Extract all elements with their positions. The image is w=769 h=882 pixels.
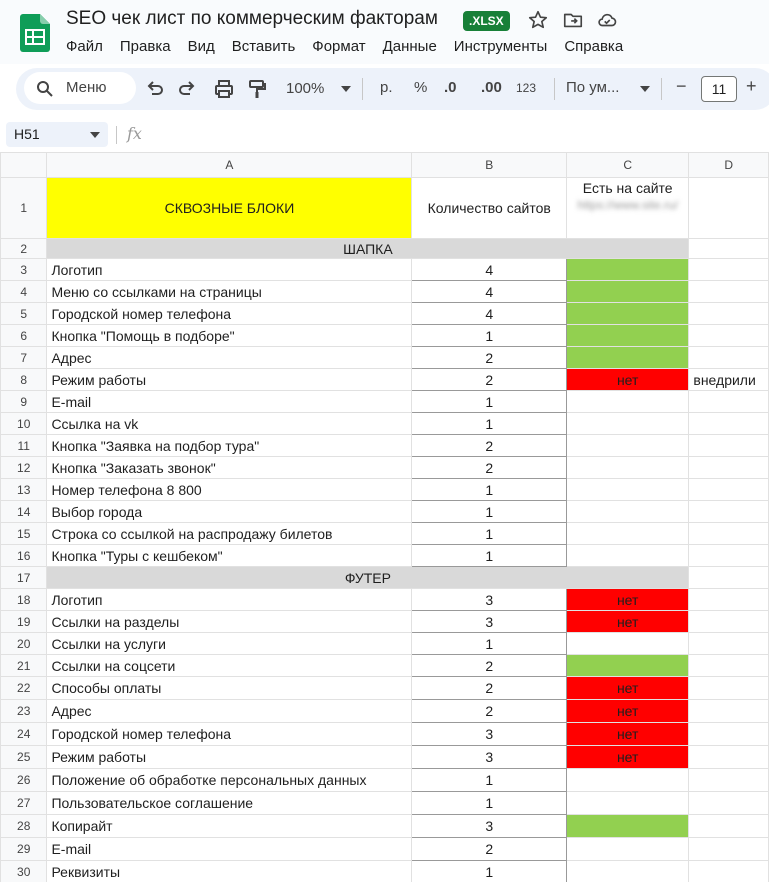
fx-icon: fx [127, 124, 142, 143]
cell[interactable] [689, 567, 769, 589]
menu-tools[interactable]: Инструменты [453, 38, 548, 55]
cell[interactable]: 1 [412, 769, 567, 792]
table-row [1, 838, 769, 861]
cell[interactable]: Кнопка "Помощь в подборе" [47, 325, 412, 347]
cell[interactable] [689, 413, 769, 435]
percent-format-button[interactable]: % [414, 79, 428, 96]
cell[interactable]: Режим работы [47, 746, 412, 769]
cell[interactable] [689, 545, 769, 567]
table-row [1, 611, 769, 633]
cell[interactable] [689, 838, 769, 861]
row-header[interactable]: 24 [1, 723, 47, 746]
table-row [1, 523, 769, 545]
cell[interactable]: 3 [412, 746, 567, 769]
cell[interactable] [689, 347, 769, 369]
cell[interactable]: 3 [412, 589, 567, 611]
cell[interactable] [567, 769, 689, 792]
row-header[interactable]: 8 [1, 369, 47, 391]
cell[interactable] [689, 325, 769, 347]
name-box[interactable] [6, 122, 108, 147]
row-header[interactable]: 10 [1, 413, 47, 435]
table-row [1, 700, 769, 723]
zoom-select[interactable]: 100% [286, 80, 325, 97]
cell[interactable]: 2 [412, 677, 567, 700]
cell[interactable] [567, 259, 689, 281]
cell[interactable]: 1 [412, 479, 567, 501]
document-title[interactable]: SEO чек лист по коммерческим факторам [66, 8, 438, 29]
table-row [1, 178, 769, 239]
cell[interactable] [567, 479, 689, 501]
cell[interactable] [689, 479, 769, 501]
cell[interactable]: 1 [412, 633, 567, 655]
cell[interactable]: 1 [412, 545, 567, 567]
cell[interactable] [689, 523, 769, 545]
cell[interactable]: Кнопка "Заявка на подбор тура" [47, 435, 412, 457]
cell[interactable] [567, 523, 689, 545]
formula-bar [0, 117, 769, 151]
cell[interactable]: 1 [412, 391, 567, 413]
number-format-button[interactable]: 123 [516, 81, 537, 95]
row-header[interactable]: 7 [1, 347, 47, 369]
sheet-table [0, 152, 769, 882]
name-box-dropdown-icon[interactable] [90, 132, 100, 138]
cell[interactable]: 2 [412, 838, 567, 861]
cell[interactable]: Кнопка "Туры с кешбеком" [47, 545, 412, 567]
print-icon[interactable] [213, 78, 235, 100]
paint-format-icon[interactable] [246, 78, 268, 100]
table-row [1, 792, 769, 815]
search-icon [36, 80, 54, 98]
undo-icon[interactable] [144, 78, 166, 100]
cell[interactable]: Ссылка на vk [47, 413, 412, 435]
menu-bar [66, 38, 640, 55]
row-header[interactable]: 13 [1, 479, 47, 501]
cell[interactable]: Строка со ссылкой на распродажу билетов [47, 523, 412, 545]
star-icon[interactable] [527, 9, 549, 31]
row-header[interactable]: 16 [1, 545, 47, 567]
row-header[interactable]: 15 [1, 523, 47, 545]
cell[interactable]: ШАПКА [47, 239, 689, 259]
cell[interactable] [567, 325, 689, 347]
font-dropdown-icon[interactable] [640, 86, 650, 92]
title-bar [0, 0, 769, 64]
row-header[interactable]: 4 [1, 281, 47, 303]
cell[interactable] [567, 347, 689, 369]
cell[interactable]: 3 [412, 815, 567, 838]
cell[interactable]: нет [567, 746, 689, 769]
cell[interactable] [689, 391, 769, 413]
cell[interactable] [689, 457, 769, 479]
cell[interactable]: нет [567, 700, 689, 723]
table-row [1, 746, 769, 769]
cell[interactable]: 1 [412, 413, 567, 435]
table-row [1, 545, 769, 567]
table-row [1, 457, 769, 479]
cell[interactable] [689, 435, 769, 457]
cell[interactable] [689, 677, 769, 700]
cell[interactable]: Ссылки на соцсети [47, 655, 412, 677]
font-size-input[interactable]: 11 [701, 76, 737, 102]
row-header[interactable]: 14 [1, 501, 47, 523]
column-header-b[interactable]: B [412, 153, 567, 178]
section-row [1, 239, 769, 259]
cell[interactable]: 3 [412, 611, 567, 633]
cell[interactable] [567, 413, 689, 435]
toolbar-divider [362, 78, 363, 100]
cell[interactable]: 2 [412, 457, 567, 479]
menu-insert[interactable]: Вставить [231, 38, 296, 55]
row-header[interactable]: 2 [1, 239, 47, 259]
cell[interactable] [689, 611, 769, 633]
cell[interactable]: СКВОЗНЫЕ БЛОКИ [47, 178, 412, 239]
cell-text: Есть на сайте [582, 180, 673, 196]
cell[interactable]: нет [567, 677, 689, 700]
cell[interactable] [689, 746, 769, 769]
formula-divider [116, 126, 117, 144]
cell[interactable] [567, 633, 689, 655]
row-header[interactable]: 9 [1, 391, 47, 413]
cell[interactable] [567, 545, 689, 567]
cloud-saved-icon[interactable] [596, 9, 618, 31]
cell[interactable]: внедрили [689, 369, 769, 391]
row-header[interactable]: 21 [1, 655, 47, 677]
table-row [1, 325, 769, 347]
cell[interactable]: 3 [412, 723, 567, 746]
cell[interactable]: Городской номер телефона [47, 723, 412, 746]
cell[interactable] [567, 815, 689, 838]
column-header-d[interactable]: D [689, 153, 769, 178]
row-header[interactable]: 3 [1, 259, 47, 281]
zoom-dropdown-icon[interactable] [341, 86, 351, 92]
row-header[interactable]: 12 [1, 457, 47, 479]
cell[interactable] [567, 457, 689, 479]
cell[interactable]: 1 [412, 792, 567, 815]
cell[interactable] [689, 501, 769, 523]
table-row [1, 501, 769, 523]
row-header[interactable]: 25 [1, 746, 47, 769]
row-header[interactable]: 11 [1, 435, 47, 457]
cell[interactable]: Меню со ссылками на страницы [47, 281, 412, 303]
cell[interactable] [689, 633, 769, 655]
sheets-logo-icon[interactable] [20, 14, 50, 52]
cell[interactable]: Логотип [47, 589, 412, 611]
cell[interactable]: Копирайт [47, 815, 412, 838]
blurred-url: https://www.site.ru/ [577, 198, 679, 212]
cell[interactable] [689, 723, 769, 746]
row-header[interactable]: 5 [1, 303, 47, 325]
table-row [1, 861, 769, 882]
row-header[interactable]: 19 [1, 611, 47, 633]
cell[interactable] [567, 178, 689, 239]
menu-view[interactable]: Вид [187, 38, 215, 55]
cell[interactable] [689, 239, 769, 259]
toolbar-divider [554, 78, 555, 100]
cell[interactable] [689, 700, 769, 723]
increase-font-size-button[interactable]: + [746, 76, 757, 96]
cell[interactable] [689, 259, 769, 281]
menu-file[interactable]: Файл [66, 38, 103, 55]
cell[interactable]: нет [567, 369, 689, 391]
redo-icon[interactable] [176, 78, 198, 100]
cell[interactable]: Городской номер телефона [47, 303, 412, 325]
cell[interactable]: 1 [412, 325, 567, 347]
cell[interactable]: Логотип [47, 259, 412, 281]
cell[interactable]: 1 [412, 501, 567, 523]
table-row [1, 391, 769, 413]
cell[interactable]: Номер телефона 8 800 [47, 479, 412, 501]
cell[interactable]: нет [567, 611, 689, 633]
cell[interactable]: 2 [412, 435, 567, 457]
table-row [1, 281, 769, 303]
cell[interactable]: Ссылки на разделы [47, 611, 412, 633]
cell[interactable]: 4 [412, 259, 567, 281]
menu-format[interactable]: Формат [312, 38, 366, 55]
row-header[interactable]: 28 [1, 815, 47, 838]
cell[interactable]: 2 [412, 655, 567, 677]
menu-search-button[interactable] [24, 72, 136, 104]
cell[interactable]: Адрес [47, 347, 412, 369]
section-row [1, 567, 769, 589]
cell[interactable] [567, 838, 689, 861]
cell[interactable]: ФУТЕР [47, 567, 689, 589]
cell[interactable]: 4 [412, 281, 567, 303]
table-row [1, 633, 769, 655]
cell[interactable] [567, 792, 689, 815]
cell[interactable]: Режим работы [47, 369, 412, 391]
cell[interactable]: 2 [412, 369, 567, 391]
cell[interactable] [689, 589, 769, 611]
table-row [1, 655, 769, 677]
cell[interactable] [567, 655, 689, 677]
table-row [1, 435, 769, 457]
cell[interactable]: E-mail [47, 391, 412, 413]
cell[interactable]: 4 [412, 303, 567, 325]
cell[interactable] [689, 769, 769, 792]
move-folder-icon[interactable] [562, 9, 584, 31]
cell[interactable] [689, 792, 769, 815]
cell[interactable]: нет [567, 589, 689, 611]
spreadsheet-grid[interactable] [0, 152, 769, 882]
cell[interactable] [567, 435, 689, 457]
font-select[interactable]: По ум... [566, 79, 620, 96]
row-header[interactable]: 26 [1, 769, 47, 792]
cell[interactable] [689, 178, 769, 239]
cell[interactable]: нет [567, 723, 689, 746]
table-row [1, 347, 769, 369]
cell[interactable] [689, 815, 769, 838]
table-row [1, 303, 769, 325]
cell[interactable] [689, 861, 769, 882]
row-header[interactable]: 22 [1, 677, 47, 700]
table-row [1, 479, 769, 501]
row-header[interactable]: 30 [1, 861, 47, 882]
row-header[interactable]: 20 [1, 633, 47, 655]
table-row [1, 369, 769, 391]
cell[interactable]: 1 [412, 523, 567, 545]
row-header[interactable]: 23 [1, 700, 47, 723]
table-row [1, 259, 769, 281]
increase-decimal-button[interactable]: .00 [481, 79, 502, 96]
cell[interactable]: 1 [412, 861, 567, 882]
cell[interactable]: Способы оплаты [47, 677, 412, 700]
cell[interactable] [567, 303, 689, 325]
cell[interactable] [689, 303, 769, 325]
decrease-font-size-button[interactable]: − [676, 76, 687, 96]
table-row [1, 723, 769, 746]
select-all-corner[interactable] [1, 153, 47, 178]
decrease-decimal-button[interactable]: .0 [444, 79, 457, 96]
row-header[interactable]: 27 [1, 792, 47, 815]
cell[interactable]: E-mail [47, 838, 412, 861]
cell[interactable]: 2 [412, 700, 567, 723]
menu-data[interactable]: Данные [382, 38, 437, 55]
cell[interactable] [689, 655, 769, 677]
cell[interactable]: Ссылки на услуги [47, 633, 412, 655]
cell[interactable] [567, 501, 689, 523]
cell[interactable]: 2 [412, 347, 567, 369]
currency-format-button[interactable]: р. [380, 79, 393, 96]
row-header[interactable]: 29 [1, 838, 47, 861]
cell[interactable]: Реквизиты [47, 861, 412, 882]
cell[interactable]: Положение об обработке персональных данных [47, 769, 412, 792]
row-header[interactable]: 18 [1, 589, 47, 611]
column-header-c[interactable]: C [567, 153, 689, 178]
cell[interactable] [689, 281, 769, 303]
menu-edit[interactable]: Правка [119, 38, 171, 55]
table-row [1, 815, 769, 838]
table-row [1, 769, 769, 792]
row-header[interactable]: 17 [1, 567, 47, 589]
toolbar [16, 68, 769, 110]
cell[interactable]: Пользовательское соглашение [47, 792, 412, 815]
name-box-value: H51 [14, 126, 40, 142]
table-row [1, 413, 769, 435]
cell[interactable]: Количество сайтов [412, 178, 567, 239]
row-header[interactable]: 1 [1, 178, 47, 239]
row-header[interactable]: 6 [1, 325, 47, 347]
cell[interactable]: Выбор города [47, 501, 412, 523]
cell[interactable]: Адрес [47, 700, 412, 723]
table-row [1, 677, 769, 700]
table-row [1, 589, 769, 611]
menu-search-label: Меню [66, 79, 107, 96]
file-format-badge: .XLSX [463, 11, 510, 31]
toolbar-divider [661, 78, 662, 100]
column-header-a[interactable]: A [47, 153, 412, 178]
cell[interactable] [567, 391, 689, 413]
cell[interactable] [567, 281, 689, 303]
cell[interactable] [567, 861, 689, 882]
menu-help[interactable]: Справка [564, 38, 624, 55]
cell[interactable]: Кнопка "Заказать звонок" [47, 457, 412, 479]
